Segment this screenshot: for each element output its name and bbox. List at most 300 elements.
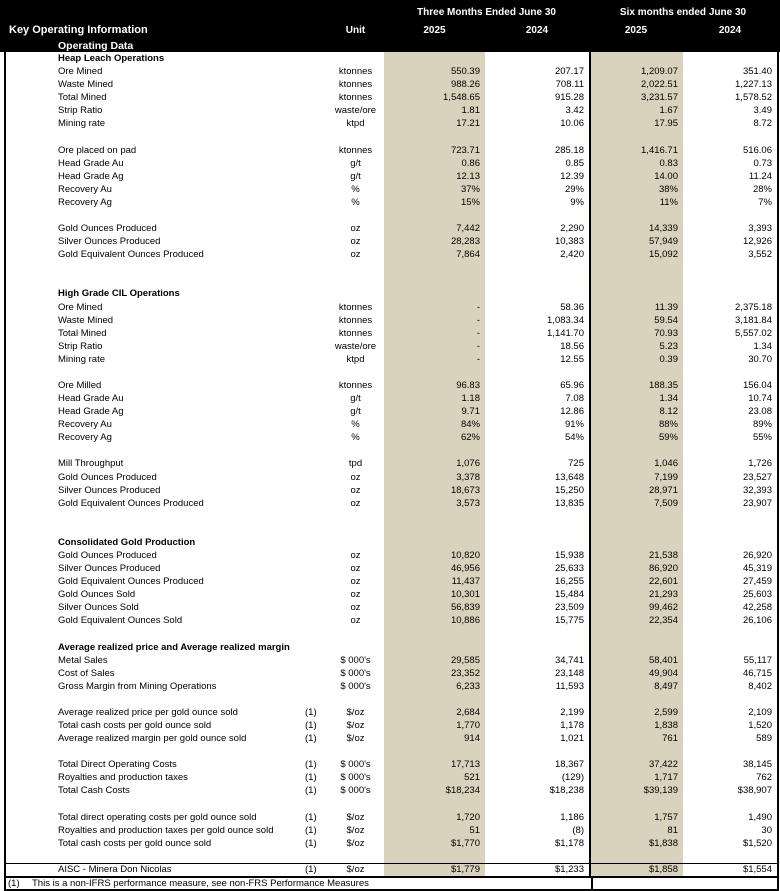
- value-q2-2024: 1,021: [560, 733, 584, 745]
- value-6m-2024: 762: [756, 772, 772, 784]
- unit-cell: g/t: [350, 406, 361, 418]
- unit-cell: $ 000's: [340, 772, 371, 784]
- unit-cell: oz: [350, 602, 361, 614]
- unit-cell: [327, 52, 384, 65]
- value-q2-2025: 12.13: [384, 170, 485, 183]
- value-6m-2025: 7,199: [589, 471, 683, 484]
- value-6m-2024: 2,375.18: [735, 301, 772, 313]
- table-row: [6, 784, 777, 797]
- footnote-ref: [301, 392, 327, 405]
- table-row: [6, 588, 777, 601]
- footnote-divider-cell: [591, 878, 777, 889]
- table-row: [6, 78, 777, 91]
- value-6m-2025: 7,509: [589, 497, 683, 510]
- unit-cell: oz: [350, 563, 361, 575]
- value-6m-2024: 1,726: [748, 458, 772, 470]
- unit-cell: [327, 523, 384, 536]
- row-label: Total direct operating costs per gold ounce sold: [58, 811, 257, 823]
- value-q2-2025: $1,779: [384, 864, 485, 876]
- value-6m-2024: 55,117: [743, 654, 772, 666]
- unit-cell: %: [351, 432, 360, 444]
- value-6m-2024: 1,490: [748, 811, 772, 823]
- value-6m-2024: 30.70: [748, 353, 772, 365]
- value-q2-2025: 521: [384, 771, 485, 784]
- value-q2-2024: 207.17: [554, 66, 584, 78]
- value-6m-2025: 1.67: [589, 104, 683, 117]
- value-q2-2024: 23,509: [554, 602, 584, 614]
- unit-cell: [327, 209, 384, 222]
- value-6m-2025: $39,139: [589, 784, 683, 797]
- value-6m-2024: $1,520: [742, 837, 772, 849]
- value-6m-2025: [589, 52, 683, 65]
- value-q2-2024: [485, 52, 589, 65]
- value-q2-2025: [384, 366, 485, 379]
- value-6m-2025: $1,838: [589, 837, 683, 850]
- value-6m-2025: [589, 523, 683, 536]
- unit-cell: [327, 627, 384, 640]
- row-label: Waste Mined: [58, 79, 114, 91]
- value-6m-2025: 22,601: [589, 575, 683, 588]
- footnote-ref: [301, 78, 327, 91]
- spacer-row: [6, 366, 777, 379]
- value-q2-2025: 6,233: [384, 680, 485, 693]
- footnote-text: This is a non-IFRS performance measure, see non-FRS Performance Measures: [32, 877, 369, 889]
- table-row: [6, 837, 777, 850]
- value-q2-2024: 12.39: [560, 170, 584, 182]
- row-label: Ore placed on pad: [58, 144, 137, 156]
- value-6m-2025: 0.83: [589, 157, 683, 170]
- row-label: [6, 510, 301, 523]
- row-label: [6, 366, 301, 379]
- row-label: Gold Ounces Sold: [58, 589, 136, 601]
- value-6m-2025: 22,354: [589, 614, 683, 627]
- row-label: Gold Equivalent Ounces Produced: [58, 576, 204, 588]
- unit-cell: oz: [350, 223, 361, 235]
- unit-cell: g/t: [350, 157, 361, 169]
- value-6m-2025: [589, 536, 683, 549]
- unit-cell: [327, 287, 384, 300]
- row-label: Metal Sales: [58, 654, 108, 666]
- row-label: Silver Ounces Produced: [58, 236, 161, 248]
- unit-column-header: Unit: [345, 24, 366, 36]
- value-q2-2025: -: [384, 340, 485, 353]
- value-q2-2024: [485, 209, 589, 222]
- table-row: [6, 863, 777, 876]
- value-q2-2024: (129): [561, 772, 584, 784]
- value-6m-2024: 26,920: [742, 550, 772, 561]
- unit-cell: ktonnes: [338, 144, 373, 156]
- table-row: [6, 771, 777, 784]
- value-6m-2024: 8.72: [753, 118, 772, 130]
- value-6m-2025: 38%: [589, 183, 683, 196]
- footnote-ref: (1): [305, 706, 317, 718]
- table-row: [6, 340, 777, 353]
- value-6m-2024: $1,554: [742, 864, 772, 876]
- row-label: Gold Equivalent Ounces Sold: [58, 615, 183, 627]
- row-label: Heap Leach Operations: [58, 53, 165, 65]
- unit-cell: [327, 261, 384, 274]
- value-6m-2024: 1.34: [753, 340, 772, 352]
- value-q2-2024: [485, 693, 589, 706]
- value-6m-2024: [683, 130, 777, 143]
- row-label: Mining rate: [58, 353, 105, 365]
- value-q2-2025: 723.71: [384, 144, 485, 157]
- value-q2-2024: 23,148: [554, 667, 584, 679]
- value-6m-2025: 5.23: [589, 340, 683, 353]
- footnote-ref: [301, 287, 327, 300]
- value-6m-2025: [589, 693, 683, 706]
- section-header-row: [6, 287, 777, 300]
- unit-cell: [327, 797, 384, 810]
- table-row: [6, 758, 777, 771]
- value-6m-2025: 8,497: [589, 680, 683, 693]
- value-6m-2024: [683, 641, 777, 654]
- value-q2-2025: [384, 130, 485, 143]
- value-q2-2024: 91%: [564, 419, 584, 431]
- row-label: Total cash costs per gold ounce sold: [58, 837, 212, 849]
- value-6m-2024: [683, 209, 777, 222]
- table-row: [6, 601, 777, 614]
- title-year-row: [6, 21, 777, 39]
- table-row: [6, 667, 777, 680]
- value-q2-2024: [485, 510, 589, 523]
- unit-cell: ktonnes: [338, 79, 373, 91]
- unit-cell: ktonnes: [338, 327, 373, 339]
- unit-cell: [327, 130, 384, 143]
- value-6m-2024: 1,520: [748, 720, 772, 732]
- value-6m-2025: [589, 274, 683, 287]
- footnote-ref: [301, 614, 327, 627]
- footnote-ref: [301, 444, 327, 457]
- value-6m-2024: 11.24: [748, 170, 772, 182]
- value-6m-2025: 1,717: [589, 771, 683, 784]
- footnote-ref: [301, 261, 327, 274]
- table-row: [6, 235, 777, 248]
- value-6m-2024: 27,459: [742, 576, 772, 588]
- row-label: Head Grade Ag: [58, 406, 124, 418]
- table-row: [6, 314, 777, 327]
- value-q2-2024: 18.56: [560, 340, 584, 352]
- value-6m-2024: 45,319: [742, 563, 772, 575]
- row-label: Mining rate: [58, 118, 105, 130]
- value-q2-2025: [384, 52, 485, 65]
- unit-cell: $ 000's: [340, 667, 371, 679]
- value-q2-2025: [384, 287, 485, 300]
- unit-cell: g/t: [350, 393, 361, 405]
- table-row: [6, 418, 777, 431]
- value-q2-2025: 28,283: [384, 235, 485, 248]
- footnote-ref: [301, 300, 327, 313]
- unit-cell: $/oz: [346, 837, 365, 849]
- value-q2-2024: 15,775: [554, 615, 584, 627]
- value-q2-2024: 915.28: [554, 92, 584, 104]
- footnote-ref: [301, 235, 327, 248]
- unit-cell: ktonnes: [338, 66, 373, 78]
- value-q2-2025: 10,301: [384, 588, 485, 601]
- row-label: Total cash costs per gold ounce sold: [58, 720, 212, 732]
- value-6m-2024: 1,227.13: [735, 79, 772, 91]
- unit-cell: oz: [350, 615, 361, 627]
- value-6m-2024: 2,109: [748, 706, 772, 718]
- footnote-ref: [301, 379, 327, 392]
- footnote-ref: (1): [305, 824, 317, 836]
- unit-cell: [327, 444, 384, 457]
- value-6m-2024: 32,393: [742, 484, 772, 496]
- footnote-ref: [301, 536, 327, 549]
- value-q2-2024: $1,233: [554, 864, 584, 876]
- value-6m-2025: 1,209.07: [589, 65, 683, 78]
- value-6m-2024: [683, 850, 777, 863]
- row-label: Total Direct Operating Costs: [58, 759, 177, 771]
- value-q2-2025: 1.81: [384, 104, 485, 117]
- value-q2-2025: 0.86: [384, 157, 485, 170]
- table-row: [6, 811, 777, 824]
- value-6m-2025: 21,538: [589, 549, 683, 562]
- value-6m-2025: 1,046: [589, 457, 683, 470]
- unit-cell: %: [351, 419, 360, 431]
- value-q2-2025: 10,886: [384, 614, 485, 627]
- unit-cell: %: [351, 196, 360, 208]
- value-q2-2025: 988.26: [384, 78, 485, 91]
- value-q2-2025: 51: [384, 824, 485, 837]
- value-6m-2025: 761: [589, 732, 683, 745]
- value-q2-2025: 18,673: [384, 484, 485, 497]
- table-row: [6, 392, 777, 405]
- unit-cell: [327, 366, 384, 379]
- value-6m-2024: 25,603: [742, 589, 772, 601]
- unit-cell: $ 000's: [340, 785, 371, 797]
- value-q2-2025: 2,684: [384, 706, 485, 719]
- value-q2-2025: 1,720: [384, 811, 485, 824]
- value-6m-2025: 58,401: [589, 654, 683, 667]
- row-label: Total Mined: [58, 92, 107, 104]
- footnote-ref: (1): [305, 785, 317, 797]
- value-6m-2024: [683, 287, 777, 300]
- unit-cell: g/t: [350, 170, 361, 182]
- table-row: [6, 732, 777, 745]
- row-label: Silver Ounces Produced: [58, 484, 161, 496]
- value-6m-2024: 516.06: [742, 144, 772, 156]
- value-q2-2024: [485, 536, 589, 549]
- value-6m-2024: [683, 693, 777, 706]
- footnote-ref: [301, 130, 327, 143]
- table-row: [6, 431, 777, 444]
- table-row: [6, 248, 777, 261]
- unit-cell: $/oz: [346, 864, 365, 876]
- row-label: Head Grade Ag: [58, 170, 124, 182]
- value-6m-2025: 3,231.57: [589, 91, 683, 104]
- value-q2-2024: 25,633: [554, 563, 584, 575]
- table-row: [6, 405, 777, 418]
- section-header-row: [6, 52, 777, 65]
- footnote-ref: [301, 497, 327, 510]
- row-label: Silver Ounces Sold: [58, 602, 139, 614]
- unit-cell: oz: [350, 484, 361, 496]
- value-q2-2025: 7,442: [384, 222, 485, 235]
- value-6m-2025: [589, 850, 683, 863]
- value-6m-2025: 0.39: [589, 353, 683, 366]
- value-q2-2024: (8): [572, 824, 584, 836]
- value-q2-2024: 1,186: [560, 811, 584, 823]
- footnote-ref: [301, 471, 327, 484]
- row-label: Gold Ounces Produced: [58, 223, 157, 235]
- value-q2-2024: 0.85: [565, 157, 584, 169]
- value-q2-2024: 7.08: [565, 393, 584, 405]
- value-6m-2025: [589, 641, 683, 654]
- value-q2-2025: 15%: [384, 196, 485, 209]
- row-label: [6, 693, 301, 706]
- value-6m-2024: 38,145: [742, 759, 772, 771]
- value-q2-2025: 550.39: [384, 65, 485, 78]
- unit-cell: $/oz: [346, 811, 365, 823]
- value-q2-2025: [384, 627, 485, 640]
- value-q2-2025: 62%: [384, 431, 485, 444]
- spacer-row: [6, 693, 777, 706]
- value-q2-2025: 23,352: [384, 667, 485, 680]
- value-q2-2024: [485, 745, 589, 758]
- value-6m-2025: 37,422: [589, 758, 683, 771]
- footnote-ref: [301, 327, 327, 340]
- footnote-ref: [301, 549, 327, 562]
- footnote-ref: [301, 745, 327, 758]
- value-q2-2025: [384, 745, 485, 758]
- value-6m-2025: 11.39: [589, 300, 683, 313]
- value-q2-2024: [485, 130, 589, 143]
- unit-cell: oz: [350, 497, 361, 509]
- row-label: Recovery Au: [58, 183, 112, 195]
- row-label: Strip Ratio: [58, 105, 103, 117]
- table-row: [6, 300, 777, 313]
- unit-cell: $ 000's: [340, 759, 371, 771]
- group-six-months-label: Six months ended June 30: [619, 6, 747, 18]
- row-label: Ore Milled: [58, 379, 102, 391]
- unit-cell: tpd: [348, 458, 363, 470]
- unit-cell: ktpd: [346, 353, 365, 365]
- value-6m-2025: 2,599: [589, 706, 683, 719]
- value-6m-2024: [683, 274, 777, 287]
- table-row: [6, 170, 777, 183]
- value-q2-2025: 9.71: [384, 405, 485, 418]
- value-6m-2025: [589, 209, 683, 222]
- value-6m-2025: [589, 444, 683, 457]
- value-6m-2024: 23,527: [742, 471, 772, 483]
- value-6m-2024: [683, 745, 777, 758]
- value-q2-2025: -: [384, 300, 485, 313]
- value-6m-2025: [589, 287, 683, 300]
- value-q2-2024: 11,593: [555, 680, 584, 692]
- value-q2-2024: 1,178: [560, 720, 584, 732]
- value-6m-2025: 81: [589, 824, 683, 837]
- table-row: [6, 65, 777, 78]
- value-q2-2024: 9%: [570, 196, 584, 208]
- table-row: [6, 91, 777, 104]
- footnote-ref: [301, 209, 327, 222]
- value-q2-2025: 914: [384, 732, 485, 745]
- row-label: Recovery Ag: [58, 432, 112, 444]
- footnote-ref: (1): [305, 720, 317, 732]
- footnote-ref: [301, 562, 327, 575]
- footnote-ref: [301, 797, 327, 810]
- value-6m-2025: 14.00: [589, 170, 683, 183]
- footnote-ref: [301, 144, 327, 157]
- value-q2-2025: 1,076: [384, 457, 485, 470]
- footnote-ref: [301, 91, 327, 104]
- value-6m-2025: 59.54: [589, 314, 683, 327]
- value-6m-2024: 7%: [758, 196, 772, 208]
- table-row: [6, 157, 777, 170]
- value-6m-2024: 28%: [752, 183, 772, 195]
- value-q2-2024: 2,420: [560, 249, 584, 261]
- unit-cell: waste/ore: [334, 340, 377, 352]
- row-label: Gold Ounces Produced: [58, 471, 157, 483]
- year-q2-2025: 2025: [423, 24, 446, 36]
- value-6m-2025: 8.12: [589, 405, 683, 418]
- unit-cell: [327, 510, 384, 523]
- value-6m-2024: 46,715: [742, 667, 772, 679]
- value-6m-2024: 351.40: [742, 66, 772, 78]
- footnote-ref: [301, 457, 327, 470]
- value-q2-2025: [384, 641, 485, 654]
- unit-cell: [327, 274, 384, 287]
- unit-cell: [327, 536, 384, 549]
- footnote-ref: [301, 693, 327, 706]
- value-q2-2025: 37%: [384, 183, 485, 196]
- value-6m-2025: 21,293: [589, 588, 683, 601]
- value-q2-2024: 10.06: [560, 118, 584, 130]
- value-6m-2025: [589, 745, 683, 758]
- row-label: [6, 209, 301, 222]
- spacer-row: [6, 274, 777, 287]
- value-6m-2025: 70.93: [589, 327, 683, 340]
- row-label: Average realized price per gold ounce sold: [58, 706, 238, 718]
- value-6m-2024: 3.49: [753, 105, 772, 117]
- value-6m-2025: 99,462: [589, 601, 683, 614]
- row-label: Royalties and production taxes per gold ounce sold: [58, 824, 274, 836]
- value-q2-2025: [384, 444, 485, 457]
- page-title: Key Operating Information: [9, 24, 148, 36]
- value-6m-2025: $1,858: [589, 864, 683, 876]
- footnote-ref: [301, 510, 327, 523]
- table-body: [4, 52, 779, 876]
- value-6m-2024: 3,181.84: [735, 314, 772, 326]
- footnote-ref: [301, 274, 327, 287]
- row-label: Strip Ratio: [58, 340, 103, 352]
- value-6m-2024: [683, 444, 777, 457]
- footnote-ref: [301, 431, 327, 444]
- value-6m-2024: 5,557.02: [735, 327, 772, 339]
- value-6m-2025: 59%: [589, 431, 683, 444]
- spacer-row: [6, 209, 777, 222]
- table-row: [6, 457, 777, 470]
- footnote-ref: (1): [305, 759, 317, 771]
- unit-cell: [327, 745, 384, 758]
- value-6m-2024: 23.08: [748, 406, 772, 418]
- value-6m-2024: 10.74: [748, 393, 772, 405]
- value-6m-2025: [589, 510, 683, 523]
- row-label: Average realized margin per gold ounce sold: [58, 733, 247, 745]
- value-6m-2025: 17.95: [589, 117, 683, 130]
- row-label: Royalties and production taxes: [58, 772, 188, 784]
- value-q2-2025: [384, 523, 485, 536]
- table-row: [6, 497, 777, 510]
- footnote-ref: [301, 850, 327, 863]
- footnote-ref: [301, 52, 327, 65]
- value-6m-2025: [589, 261, 683, 274]
- table-row: [6, 117, 777, 130]
- section-header-row: [6, 641, 777, 654]
- value-6m-2025: 1,838: [589, 719, 683, 732]
- value-q2-2024: 13,835: [554, 497, 584, 509]
